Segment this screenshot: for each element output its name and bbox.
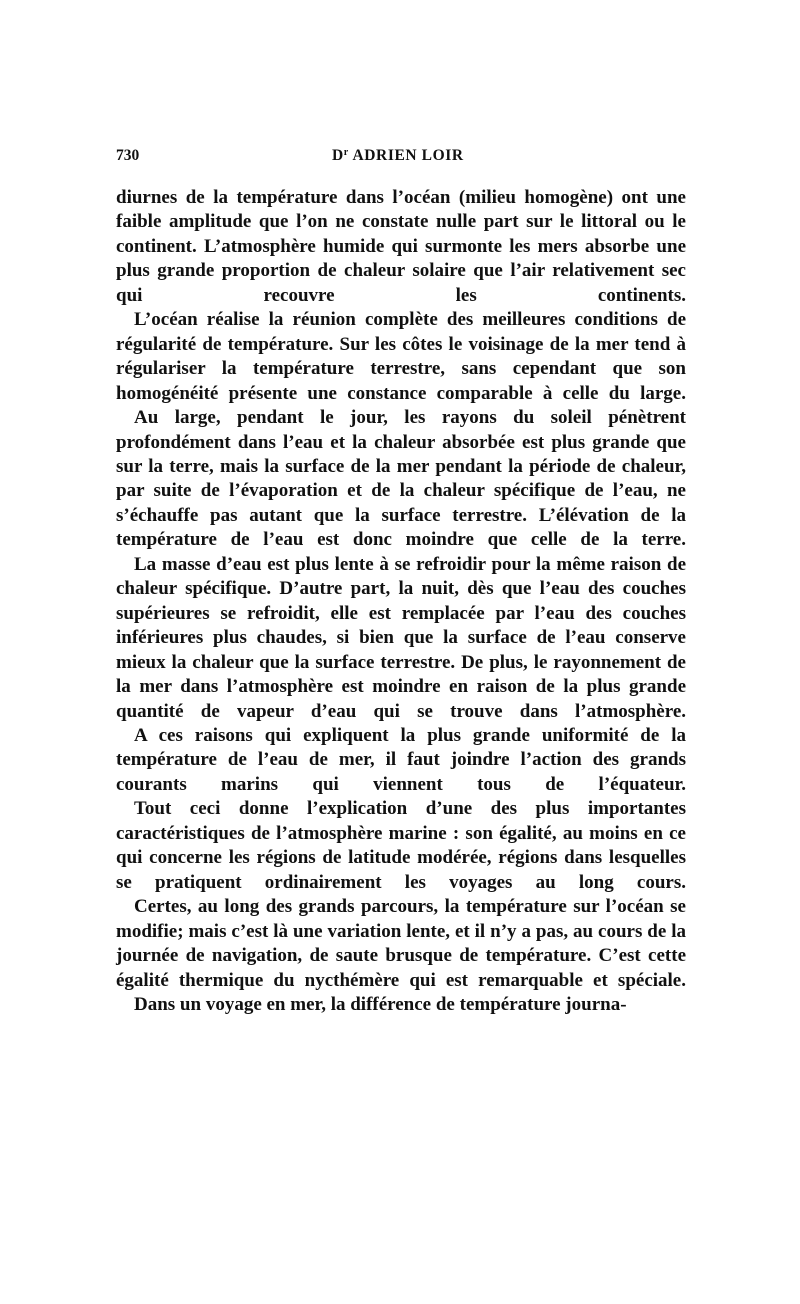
author-name: ADRIEN LOIR [348, 147, 464, 164]
author-prefix: D [332, 147, 344, 164]
paragraph-2: L’océan réalise la réunion complète des meilleures conditions de régularité de température. Sur les côtes le voisinage de la mer tend à régulariser la température terrestre, sans cependant que son homogénéité présente une constance comparable à celle du large. [116, 309, 686, 404]
author-prefix-superscript: r [343, 147, 349, 158]
running-head [116, 147, 686, 171]
paragraph-1: diurnes de la température dans l’océan (milieu homogène) ont une faible amplitude que l’on ne constate nulle part sur le littoral ou le continent. L’atmosphère humide qui surmonte les mers absorbe une plus grande proportion de chaleur solaire que l’air relativement sec qui recouvre les continents. [116, 187, 686, 306]
author-heading [332, 147, 464, 165]
paragraph-7: Certes, au long des grands parcours, la température sur l’océan se modifie; mais c’est là une variation lente, et il n’y a pas, au cours de la journée de navigation, de saute brusque de température. C’est cette égalité thermique du nycthémère qui est remarquable et spéciale. [116, 896, 686, 991]
paragraph-3: Au large, pendant le jour, les rayons du soleil pénètrent profondément dans l’eau et la chaleur absorbée est plus grande que sur la terre, mais la surface de la mer pendant la période de chaleur, par suite de l’évaporation et de la chaleur spécifique de l’eau, ne s’échauffe pas autant que la surface terrestre. L’élévation de la température de l’eau est donc moindre que celle de la terre. [116, 407, 686, 551]
page-number: 730 [116, 147, 140, 164]
paragraph-8: Dans un voyage en mer, la différence de température journa- [134, 993, 627, 1015]
body-text [116, 186, 686, 1017]
paragraph-4: La masse d’eau est plus lente à se refroidir pour la même raison de chaleur spécifique. D’autre part, la nuit, dès que l’eau des couches supérieures se refroidit, elle est remplacée par l’eau des couches inférieures plus chaudes, si bien que la surface de l’eau conserve mieux la chaleur que la surface terrestre. De plus, le rayonnement de la mer dans l’atmosphère est moindre en raison de la plus grande quantité de vapeur d’eau qui se trouve dans l’atmosphère. [116, 553, 686, 722]
book-page [116, 0, 686, 1304]
paragraph-5: A ces raisons qui expliquent la plus grande uniformité de la température de l’eau de mer, il faut joindre l’action des grands courants marins qui viennent tous de l’équateur. [116, 724, 686, 795]
paragraph-6: Tout ceci donne l’explication d’une des plus importantes caractéristiques de l’atmosphère marine : son égalité, au moins en ce qui concerne les régions de latitude modérée, régions dans lesquelles se pratiquent ordinairement les voyages au long cours. [116, 798, 686, 893]
